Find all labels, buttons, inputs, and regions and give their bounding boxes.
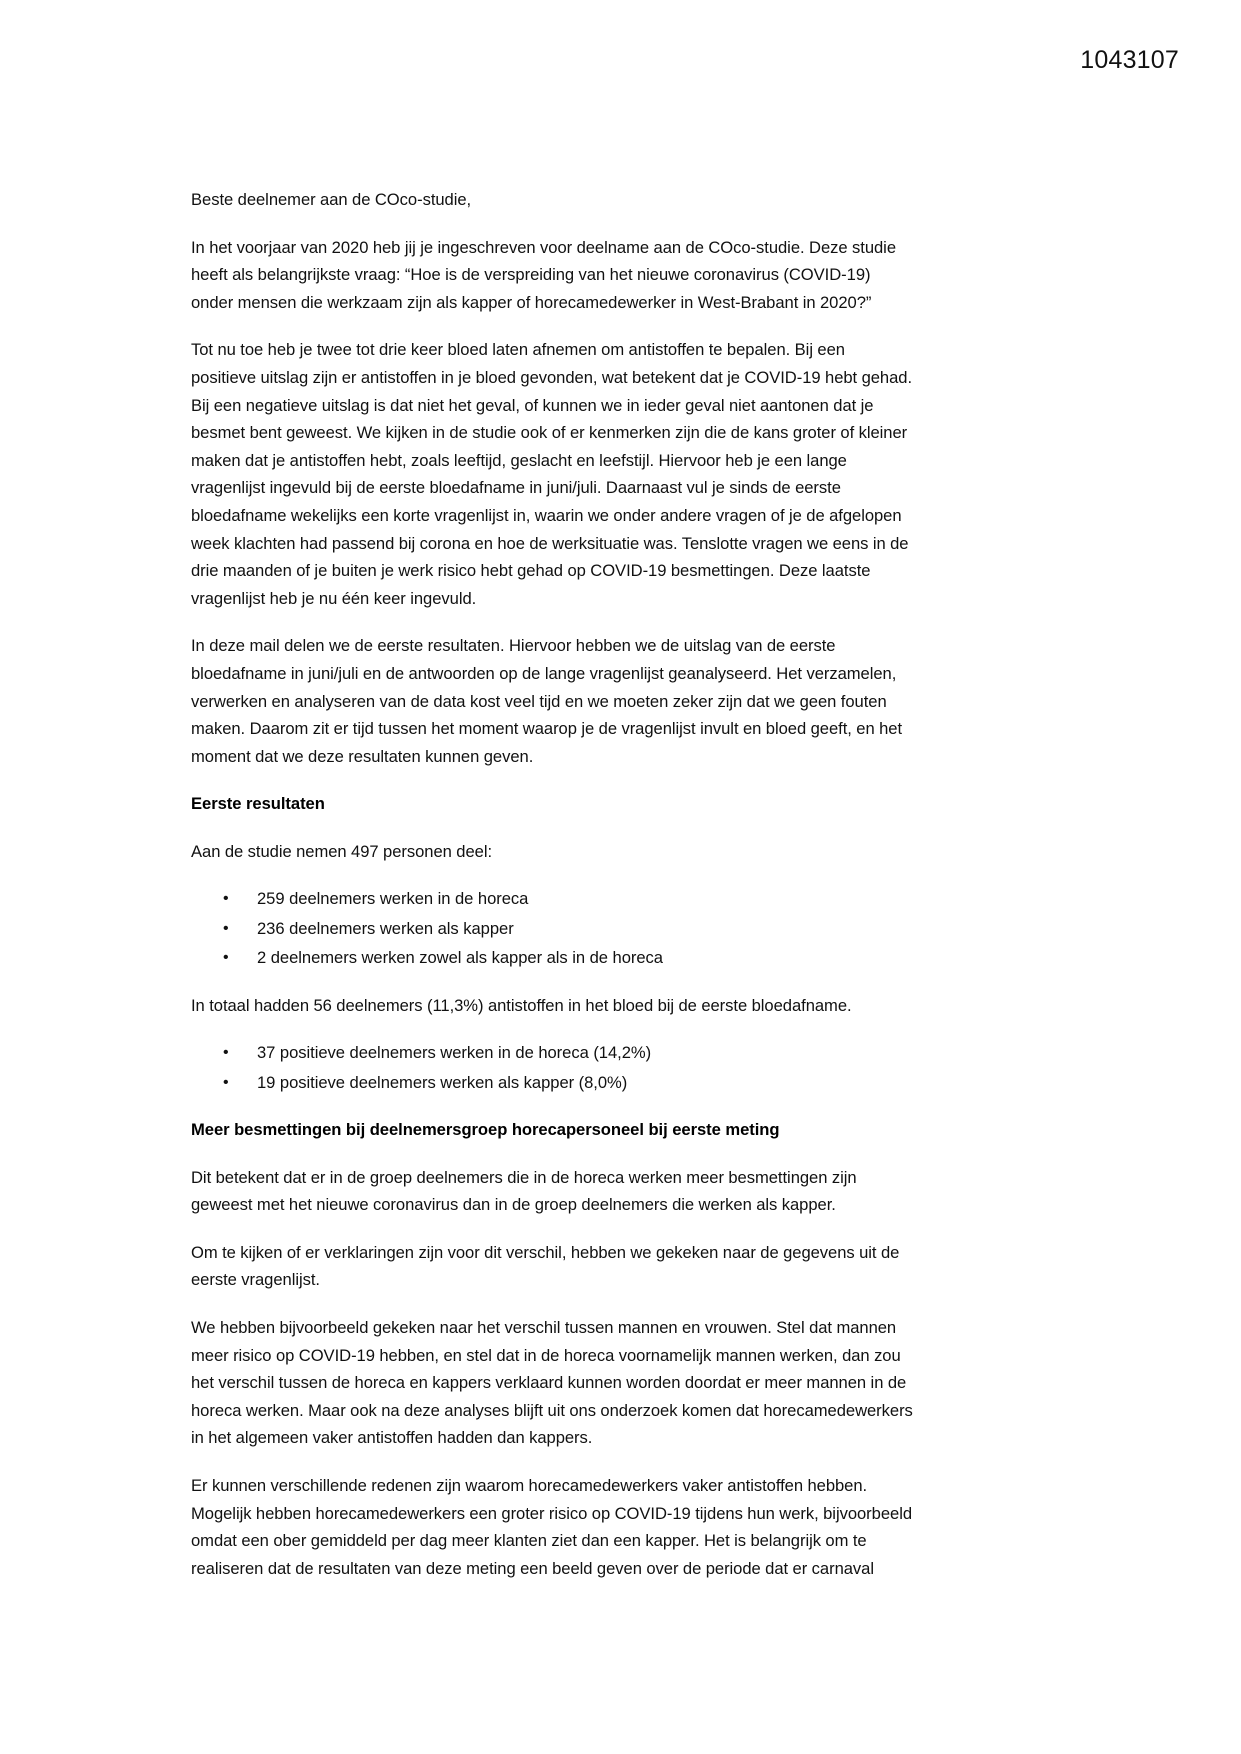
heading-meer-besmettingen: Meer besmettingen bij deelnemersgroep horecapersoneel bij eerste meting	[191, 1120, 780, 1140]
bullet-icon: •	[223, 949, 229, 967]
heading-eerste-resultaten: Eerste resultaten	[191, 794, 325, 814]
list-item-label: 259 deelnemers werken in de horeca	[257, 889, 529, 909]
bullet-icon: •	[223, 919, 229, 937]
list-item	[191, 1069, 914, 1096]
bullet-icon: •	[223, 1044, 229, 1062]
list-item	[191, 885, 914, 912]
bullet-icon: •	[223, 890, 229, 908]
list-item	[191, 944, 914, 971]
list-item	[191, 915, 914, 942]
list-item	[191, 1039, 914, 1066]
paragraph-intro: In het voorjaar van 2020 heb jij je ingeschreven voor deelname aan de COco-studie. Deze studie heeft als belangrijkste vraag: “Hoe is de verspreiding van het nieuwe coronavirus (COVID-19) onder mensen die werkzaam zijn als kapper of horecamedewerker in West-Brabant in 2020?”	[191, 237, 896, 312]
paragraph-meer-besmettingen-2: Om te kijken of er verklaringen zijn voor dit verschil, hebben we gekeken naar de gegevens uit de eerste vragenlijst.	[191, 1242, 900, 1290]
list-item-label: 236 deelnemers werken als kapper	[257, 918, 514, 938]
list-item-label: 37 positieve deelnemers werken in de horeca (14,2%)	[257, 1043, 652, 1063]
document-body	[191, 186, 914, 1602]
paragraph-meer-besmettingen-3: We hebben bijvoorbeeld gekeken naar het verschil tussen mannen en vrouwen. Stel dat mannen meer risico op COVID-19 hebben, en stel dat in de horeca voornamelijk mannen werken, dan zou het verschil tussen de horeca en kappers verklaard kunnen worden doordat er meer mannen in de horeca werken. Maar ook na deze analyses blijft uit ons onderzoek komen dat horecamedewerkers in het algemeen vaker antistoffen hadden dan kappers.	[191, 1318, 913, 1448]
paragraph-totaal-antistoffen: In totaal hadden 56 deelnemers (11,3%) antistoffen in het bloed bij de eerste bloedafname.	[191, 995, 852, 1015]
list-item-label: 19 positieve deelnemers werken als kapper (8,0%)	[257, 1072, 628, 1092]
bullet-icon: •	[223, 1073, 229, 1091]
salutation: Beste deelnemer aan de COco-studie,	[191, 190, 472, 209]
paragraph-deelnemers-lead: Aan de studie nemen 497 personen deel:	[191, 841, 493, 861]
page-number: 1043107	[1080, 46, 1179, 74]
bullet-list-positieve-deelnemers	[191, 1039, 914, 1096]
paragraph-meer-besmettingen-4: Er kunnen verschillende redenen zijn waarom horecamedewerkers vaker antistoffen hebben. Mogelijk hebben horecamedewerkers een groter risico op COVID-19 tijdens hun werk, bijvoorbeeld omdat een ober gemiddeld per dag meer klanten ziet dan een kapper. Het is belangrijk om te realiseren dat de resultaten van deze meting een beeld geven over de periode dat er carnaval	[191, 1476, 913, 1578]
paragraph-eerste-resultaten-intro: In deze mail delen we de eerste resultaten. Hiervoor hebben we de uitslag van de eerste bloedafname in juni/juli en de antwoorden op de lange vragenlijst geanalyseerd. Het verzamelen, verwerken en analyseren van de data kost veel tijd en we moeten zeker zijn dat we geen fouten maken. Daarom zit er tijd tussen het moment waarop je de vragenlijst invult en bloed geeft, en het moment dat we deze resultaten kunnen geven.	[191, 636, 903, 766]
list-item-label: 2 deelnemers werken zowel als kapper als in de horeca	[257, 948, 663, 968]
paragraph-bloedafname: Tot nu toe heb je twee tot drie keer bloed laten afnemen om antistoffen te bepalen. Bij een positieve uitslag zijn er antistoffen in je bloed gevonden, wat betekent dat je COVID-19 hebt gehad. Bij een negatieve uitslag is dat niet het geval, of kunnen we in ieder geval niet aantonen dat je besmet bent geweest. We kijken in de studie ook of er kenmerken zijn die de kans groter of kleiner maken dat je antistoffen hebt, zoals leeftijd, geslacht en leefstijl. Hiervoor heb je een lange vragenlijst ingevuld bij de eerste bloedafname in juni/juli. Daarnaast vul je sinds de eerste bloedafname wekelijks een korte vragenlijst in, waarin we onder andere vragen of je de afgelopen week klachten had passend bij corona en hoe de werksituatie was. Tenslotte vragen we eens in de drie maanden of je buiten je werk risico hebt gehad op COVID-19 besmettingen. Deze laatste vragenlijst heb je nu één keer ingevuld.	[191, 340, 913, 608]
paragraph-meer-besmettingen-1: Dit betekent dat er in de groep deelnemers die in de horeca werken meer besmettingen zijn geweest met het nieuwe coronavirus dan in de groep deelnemers die werken als kapper.	[191, 1167, 857, 1215]
bullet-list-deelnemers	[191, 885, 914, 971]
